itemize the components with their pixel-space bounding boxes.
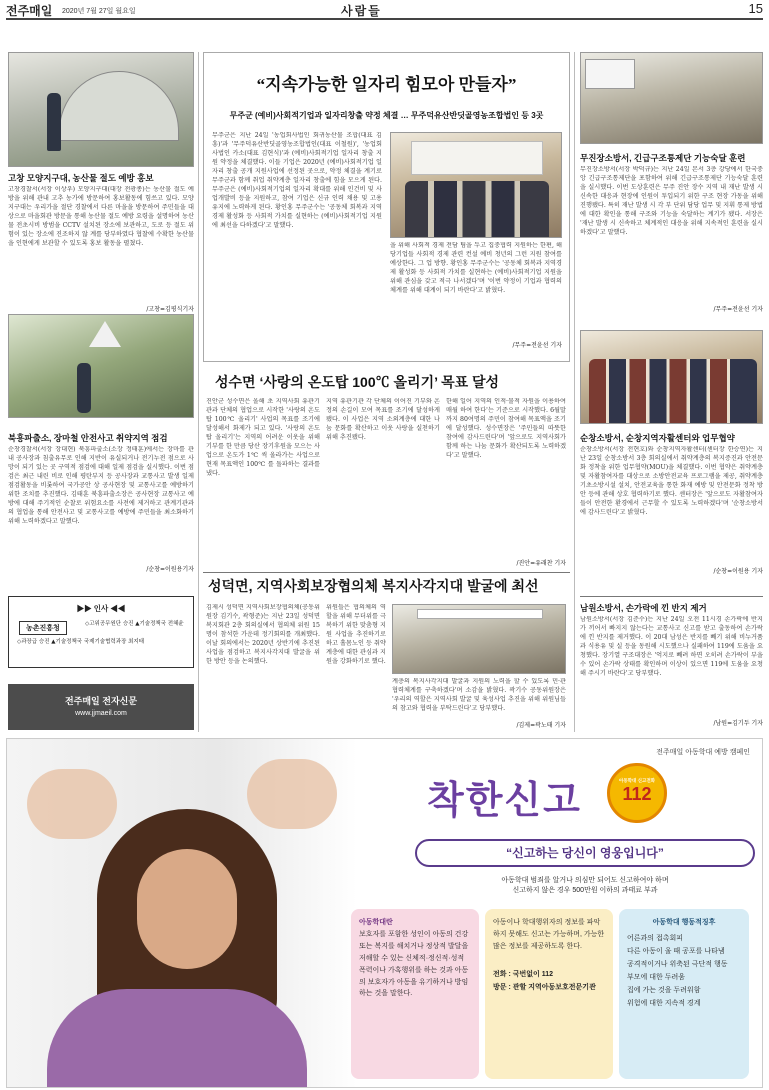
signs-item: 위험에 대한 지속적 경계	[627, 1000, 701, 1007]
signs-item: 어른과의 접촉회피	[627, 935, 684, 942]
banner-shape	[411, 141, 543, 175]
reporting-visit: 방문 : 관할 지역아동보호전문기관	[493, 983, 596, 991]
byline-sunchang-fire: /순창=이원용 기자	[713, 568, 763, 575]
people-row	[589, 359, 757, 423]
page-number: 15	[748, 1, 763, 16]
girl-face-shape	[137, 849, 237, 969]
badge-caption: 아동학대 신고전화	[618, 778, 656, 783]
sunchang-mou-photo	[580, 330, 763, 424]
definition-title: 아동학대란	[359, 919, 393, 926]
body-mujinjang: 무진장소방서(서장 박덕규)는 지난 24일 본서 3층 강당에서 한국중앙 긴급구조통제단을 포함하여 위해 긴급구조통제단 기능숙달 훈련을 실시했다. 이번 도상훈련은 무주 진안 장수 지역 내 재난 발생 시 신속한 대응과 현장에 인원이 투입되기 위한 구조 현장 가동을 위해 진행됐다. 특히 재난 발생 시 각 부 단위 담당 업무 및 지휘 통제 방법에 대한 확인을 통해 구조와 기능을 숙달하는 계기가 됐다. 서장은 '재난 발생 시 신속하고 체계적인 대응을 위해 지속적인 훈련을 실시하겠다'고 말했다.	[580, 166, 763, 236]
screen-shape	[585, 59, 635, 89]
body-bukheung: 순창경찰서(서장 장대현) 북흥파출소(소장 정태훈)에서는 장마를 관내 공사장과 침출유무로 인해 지반이 유실되거나 전기누전 점으로 사망이 되기 있는 곳 구역적 점검에 대해 일제 점검을 실시했다. 이번 점검은 최근 내린 비로 인해 평탄부지 등 공사장과 교통사고 발생 일제점검활동을 비롯하여 국가공안 상 공사현장 및 교통사고를 예방하기 위한 조치를 추진했다. 김태훈 북흥파출소장은 공사현장 교통사고 예방에 대해 주기적인 순찰로 위험요소를 사전에 제거하고 관계기관과의 협업을 통해 안전사고 및 교통사고를 예방에 주민들을 최소화하기 위해 노력하겠다고 말했다.	[8, 446, 194, 525]
bukheung-photo	[8, 314, 194, 418]
column-divider	[198, 52, 199, 732]
section-title: 사람들	[341, 4, 382, 18]
seongdeok-title: 성덕면, 지역사회보장협의체 복지사각지대 발굴에 최선	[208, 578, 539, 594]
penalty-line-2: 신고하지 않은 경우 500만원 이하의 과태료 부과	[512, 887, 658, 894]
hand-shape	[247, 759, 337, 829]
officer-figure	[47, 93, 61, 151]
byline-mujinjang: /무주=전윤선 기자	[713, 306, 763, 313]
headline-bukheung: 북흥파출소, 장마철 안전사고 취약지역 점검	[8, 433, 168, 443]
section-divider	[203, 572, 570, 573]
feature-signing-photo	[390, 132, 562, 238]
report-112-badge	[607, 763, 667, 823]
personnel-line-1: ◇고위공무원단 승진 ▲기술정책국 전혜윤	[85, 621, 184, 627]
mujinjang-photo	[580, 52, 763, 144]
e-paper-url[interactable]: www.jjmaeil.com	[75, 710, 127, 717]
feature-byline: /무주=전윤선 기자	[512, 342, 562, 349]
penalty-line-1: 아동학대 범죄를 알거나 의심만 되어도 신고하여야 하며	[501, 877, 669, 884]
banner-shape	[417, 609, 543, 619]
signs-item: 집에 가는 것을 두려워함	[627, 987, 701, 994]
reporting-text: 아동이나 학대행위자의 정보를 파악하지 못해도 신고는 가능하며, 가능한 많은 정보를 제공하도록 한다.	[493, 919, 605, 950]
sungsu-col-2: 지역 유관기관 각 단체의 이어진 기부와 온정의 손길이 모여 목표를 조기에 달성하게 됐다. 이 사업은 지역 소외계층에 대한 나눔 문화를 확산하고 이웃 사랑을 실천하기 위해 추진됐다.	[326, 398, 440, 441]
signs-item: 공격적이거나 위축된 극단적 행동	[627, 961, 728, 968]
warning-sign-shape	[89, 321, 121, 347]
campaign-title: 착한신고	[427, 780, 582, 822]
byline-namwon: /남원=김기두 기자	[713, 720, 763, 727]
e-paper-promo[interactable]	[8, 684, 194, 730]
seongdeok-col-3: 계층의 복지사각지대 발굴과 지원의 노력을 할 수 있도록 민·관 협력체계를 구축하겠다'며 소감을 밝혔다. 곽기수 공동위원장은 '우리의 역할은 지역사회 발굴 및 육성사업 추진을 위해 위원님들의 참고와 협력을 부탁드린다'고 당부했다.	[392, 678, 566, 712]
feature-body-right: 을 위해 사회적 경제 전담 팀을 두고 집중협력 지원하는 한편, 해당기업들 사회적 경제 관련 컨설 예비 청년의 그런 지원 참여를 예상한다. 그 업 방향. 황인홍 무주군수는 '공동체 회복과 지역경제 활성화 등 사회적 가치를 실현하는 (예비)사회적기업 지원을 위해 관심을 갖고 적극 나서겠다'며 '이번 약정이 기업과 협력의 체계를 위해 대계이 되기 바란다'고 밝혔다.	[390, 242, 562, 294]
badge-number: 112	[622, 784, 652, 804]
definition-text: 보호자를 포함한 성인이 아동의 건강 또는 복지를 해치거나 정상적 발달을 저해할 수 있는 신체적·정신적·성적 폭력이나 가혹행위를 하는 것과 아동의 보호자가 아동을 유기하거나 방임하는 것을 말한다.	[359, 931, 469, 998]
headline-mujinjang: 무진장소방서, 긴급구조통제단 기능숙달 훈련	[580, 153, 746, 163]
feature-body-left: 무주군은 지난 24일 '농업회사법인 회귀농산물 조합(대표 김흥)'과 '무주덕유산반딧골영농조합법인(대표 이철원)', '농업회사법인 카소(대표 김현식)'과 (예비)사회적기업 일자리 창출 지원 약정을 체결했다. 이들 기업은 2020년 (예비)사회적기업 일자리 창출 공개 지원사업에 선정된 곳으로, 약정 체결을 계기로 무주군과 함께 취업 취약계층 일자리 창출에 힘을 모으게 된다. 무주군은 (예비)사회적기업의 일자리 확대를 위해 인건비 및 사업개발비 등을 지원하고, 참여 기업은 신규 인력 채용 및 고용 유지에 노력하게 된다. 황인홍 무주군수는 '공동체 회복과 지역경제 활성화 등 사회적 가치를 실현하는 (예비)사회적기업 지원에 최선을 다하겠다'고 말했다.	[212, 132, 382, 229]
sungsu-byline: /진안=유래찬 기자	[516, 560, 566, 567]
sungsu-title: 성수면 ‘사랑의 온도탑 100℃ 올리기’ 목표 달성	[215, 374, 500, 390]
personnel-notice	[8, 596, 194, 668]
body-gochang: 고창경찰서(서장 이상우) 모양지구대(대장 전광종)는 농산물 절도 예방을 위해 관내 고추 농가에 방문하여 홍보활동에 힘쓰고 있다. 모양지구대는 우리가을 절단 경찰에서 다른 마을을 방문하여 주민들을 대상으로 마을회관 방문을 통해 농산물 절도 예방 요령을 설명하여 농산물 전초시비 방범을 CCTV 설치된 장소에 보관하고, 도로 등 절도 위험이 있는 장소에 진조하지 않 계를 당부하였다 협찰에 수확한 농산물을 인현에게 보관할 수 있도록 홍보 활동을 펼쳤다.	[8, 186, 194, 247]
headline-sunchang-fire: 순창소방서, 순창지역자활센터와 업무협약	[580, 433, 735, 443]
column-divider	[574, 52, 575, 732]
page-header	[6, 0, 763, 20]
reporting-phone: 전화 : 국번없이 112	[493, 970, 554, 978]
signs-item: 다른 아동이 울 때 공포를 나타냄	[627, 948, 725, 955]
feature-title: “지속가능한 일자리 힘모아 만들자”	[256, 75, 517, 94]
people-row	[405, 181, 549, 237]
sungsu-col-3: 한해 일어 지역의 인적·물적 자원을 이용하여 매월 하여 한다'는 기준으로 시작했다. 6월말까지 80여명의 주민이 참여해 목표액을 조기에 달성했다. 성수면장은 '주민들의 따뜻한 참여에 감사드린다'며 '앞으로도 지역사회가 함께 하는 나눔 문화가 확산되도록 노력하겠다'고 말했다.	[446, 398, 566, 459]
personnel-line-2: ◇과장급 승진 ▲기술정책국 국제기술협력과장 최지태	[17, 639, 145, 645]
body-namwon: 남원소방서(서장 김준수)는 지난 24일 오전 11시경 손가락에 반지가 끼어서 빠지지 않는다는 교통사고 신고를 받고 출동하여 손가락에 낀 반지를 제거했다. 이 20대 남성은 반지를 빼기 위해 비누거품과 식용유 및 실 등을 동원해 시도했으나 실패하여 119에 도움을 요청했다. 장기열 구조대장은 '억지로 빼려 하면 오히려 손가락이 부을 수 있어 손가락 상태를 확인하며 이상이 있으면 119에 도움을 요청해 주시기 바란다'고 당부했다.	[580, 616, 763, 677]
section-divider	[580, 596, 763, 597]
personnel-org: 농촌진흥청	[19, 621, 67, 635]
ad-photo	[7, 739, 357, 1088]
byline-gochang: /고창=김평식기자	[146, 306, 194, 313]
seongdeok-col-1: 김제시 성덕면 지역사회보장협의체(공동위원장 김기수, 곽형준)는 지난 23일 성덕면 복지회관 2층 회의실에서 협의체 위원 15명이 참석한 가운데 정기회의를 개최했다. 이날 회의에서는 2020년 상반기에 추진된 사업을 점검하고 복지사각지대 발굴을 위한 방안 등을 논의했다.	[206, 604, 320, 665]
definition-box	[351, 909, 479, 1079]
reporting-box	[485, 909, 613, 1079]
signs-item: 부모에 대한 두려움	[627, 974, 685, 981]
e-paper-name: 전주매일 전자신문	[64, 696, 138, 706]
signs-title: 아동학대 행동적징후	[652, 919, 716, 926]
seongdeok-byline: /김제=곽노태 기자	[516, 722, 566, 729]
issue-date: 2020년 7월 27일 월요일	[62, 8, 136, 15]
officer-figure	[77, 363, 91, 413]
hand-shape	[27, 769, 117, 839]
signs-box	[619, 909, 749, 1079]
headline-namwon: 남원소방서, 손가락에 낀 반지 제거	[580, 603, 707, 613]
campaign-label: 전주매일 아동학대 예방 캠페인	[656, 749, 750, 756]
byline-bukheung: /순창=이원용기자	[146, 566, 194, 573]
feature-subtitle: 무주군 (예비)사회적기업과 일자리창출 약정 체결 … 무주덕유산반딧골영농조합법인 등 3곳	[229, 111, 544, 120]
seongdeok-col-2: 위원들은 협의체의 역할을 위해 무더위를 극복하기 위한 맞춤형 지원 사업을 추진하기로 하고 홀몸노인 등 취약계층에 대한 관심과 지원을 강화하기로 했다.	[326, 604, 386, 665]
body-sunchang-fire: 순창소방서(서장 전현호)와 순창지역자활센터(센터장 한승연)는 지난 23일 순창소방서 3층 회의실에서 취약계층의 복지증진과 안전문화 정착을 위한 업무협약(MOU)을 체결했다. 이번 협약은 취약계층 및 자활참여자를 대상으로 소방안전교육 프로그램을 제공, 취약계층 기초소방시설 설치, 안전교육을 통한 화재 예방 및 안전문화 정착 방안 등에 관해 상호 협력하기로 했다. 센터장은 '앞으로도 자활참여자들이 안전한 환경에서 근무할 수 있도록 노력하겠다'며 '순창소방서에 감사드린다'고 밝혔다.	[580, 446, 763, 516]
seongdeok-meeting-photo	[392, 604, 566, 674]
slogan-bar: “신고하는 당신이 영웅입니다”	[415, 839, 755, 867]
greenhouse-shape	[59, 71, 179, 141]
child-abuse-campaign-ad	[6, 738, 763, 1088]
gochang-photo	[8, 52, 194, 167]
personnel-title: ▶▶ 인사 ◀◀	[76, 604, 126, 613]
girl-shirt-shape	[47, 989, 307, 1088]
newspaper-logo: 전주매일	[6, 4, 53, 18]
sungsu-col-1: 진안군 성수면은 올해 초 지역사회 유관기관과 단체의 협업으로 시작한 '사랑의 온도탑 100℃ 올리기' 사업의 목표를 조기에 달성해서 화제가 되고 있다. '사랑의 온도탑 올리기'는 지역의 어려운 이웃을 위해 기부를 한 만큼 당산 장기후원을 모으는 사업으로 온도가 1℃ 씩 올라가는 사업으로 현재 목표액인 100℃ 를 돌파하는 결과를 냈다.	[206, 398, 320, 477]
headline-gochang: 고창 모양지구대, 농산물 절도 예방 홍보	[8, 173, 154, 183]
